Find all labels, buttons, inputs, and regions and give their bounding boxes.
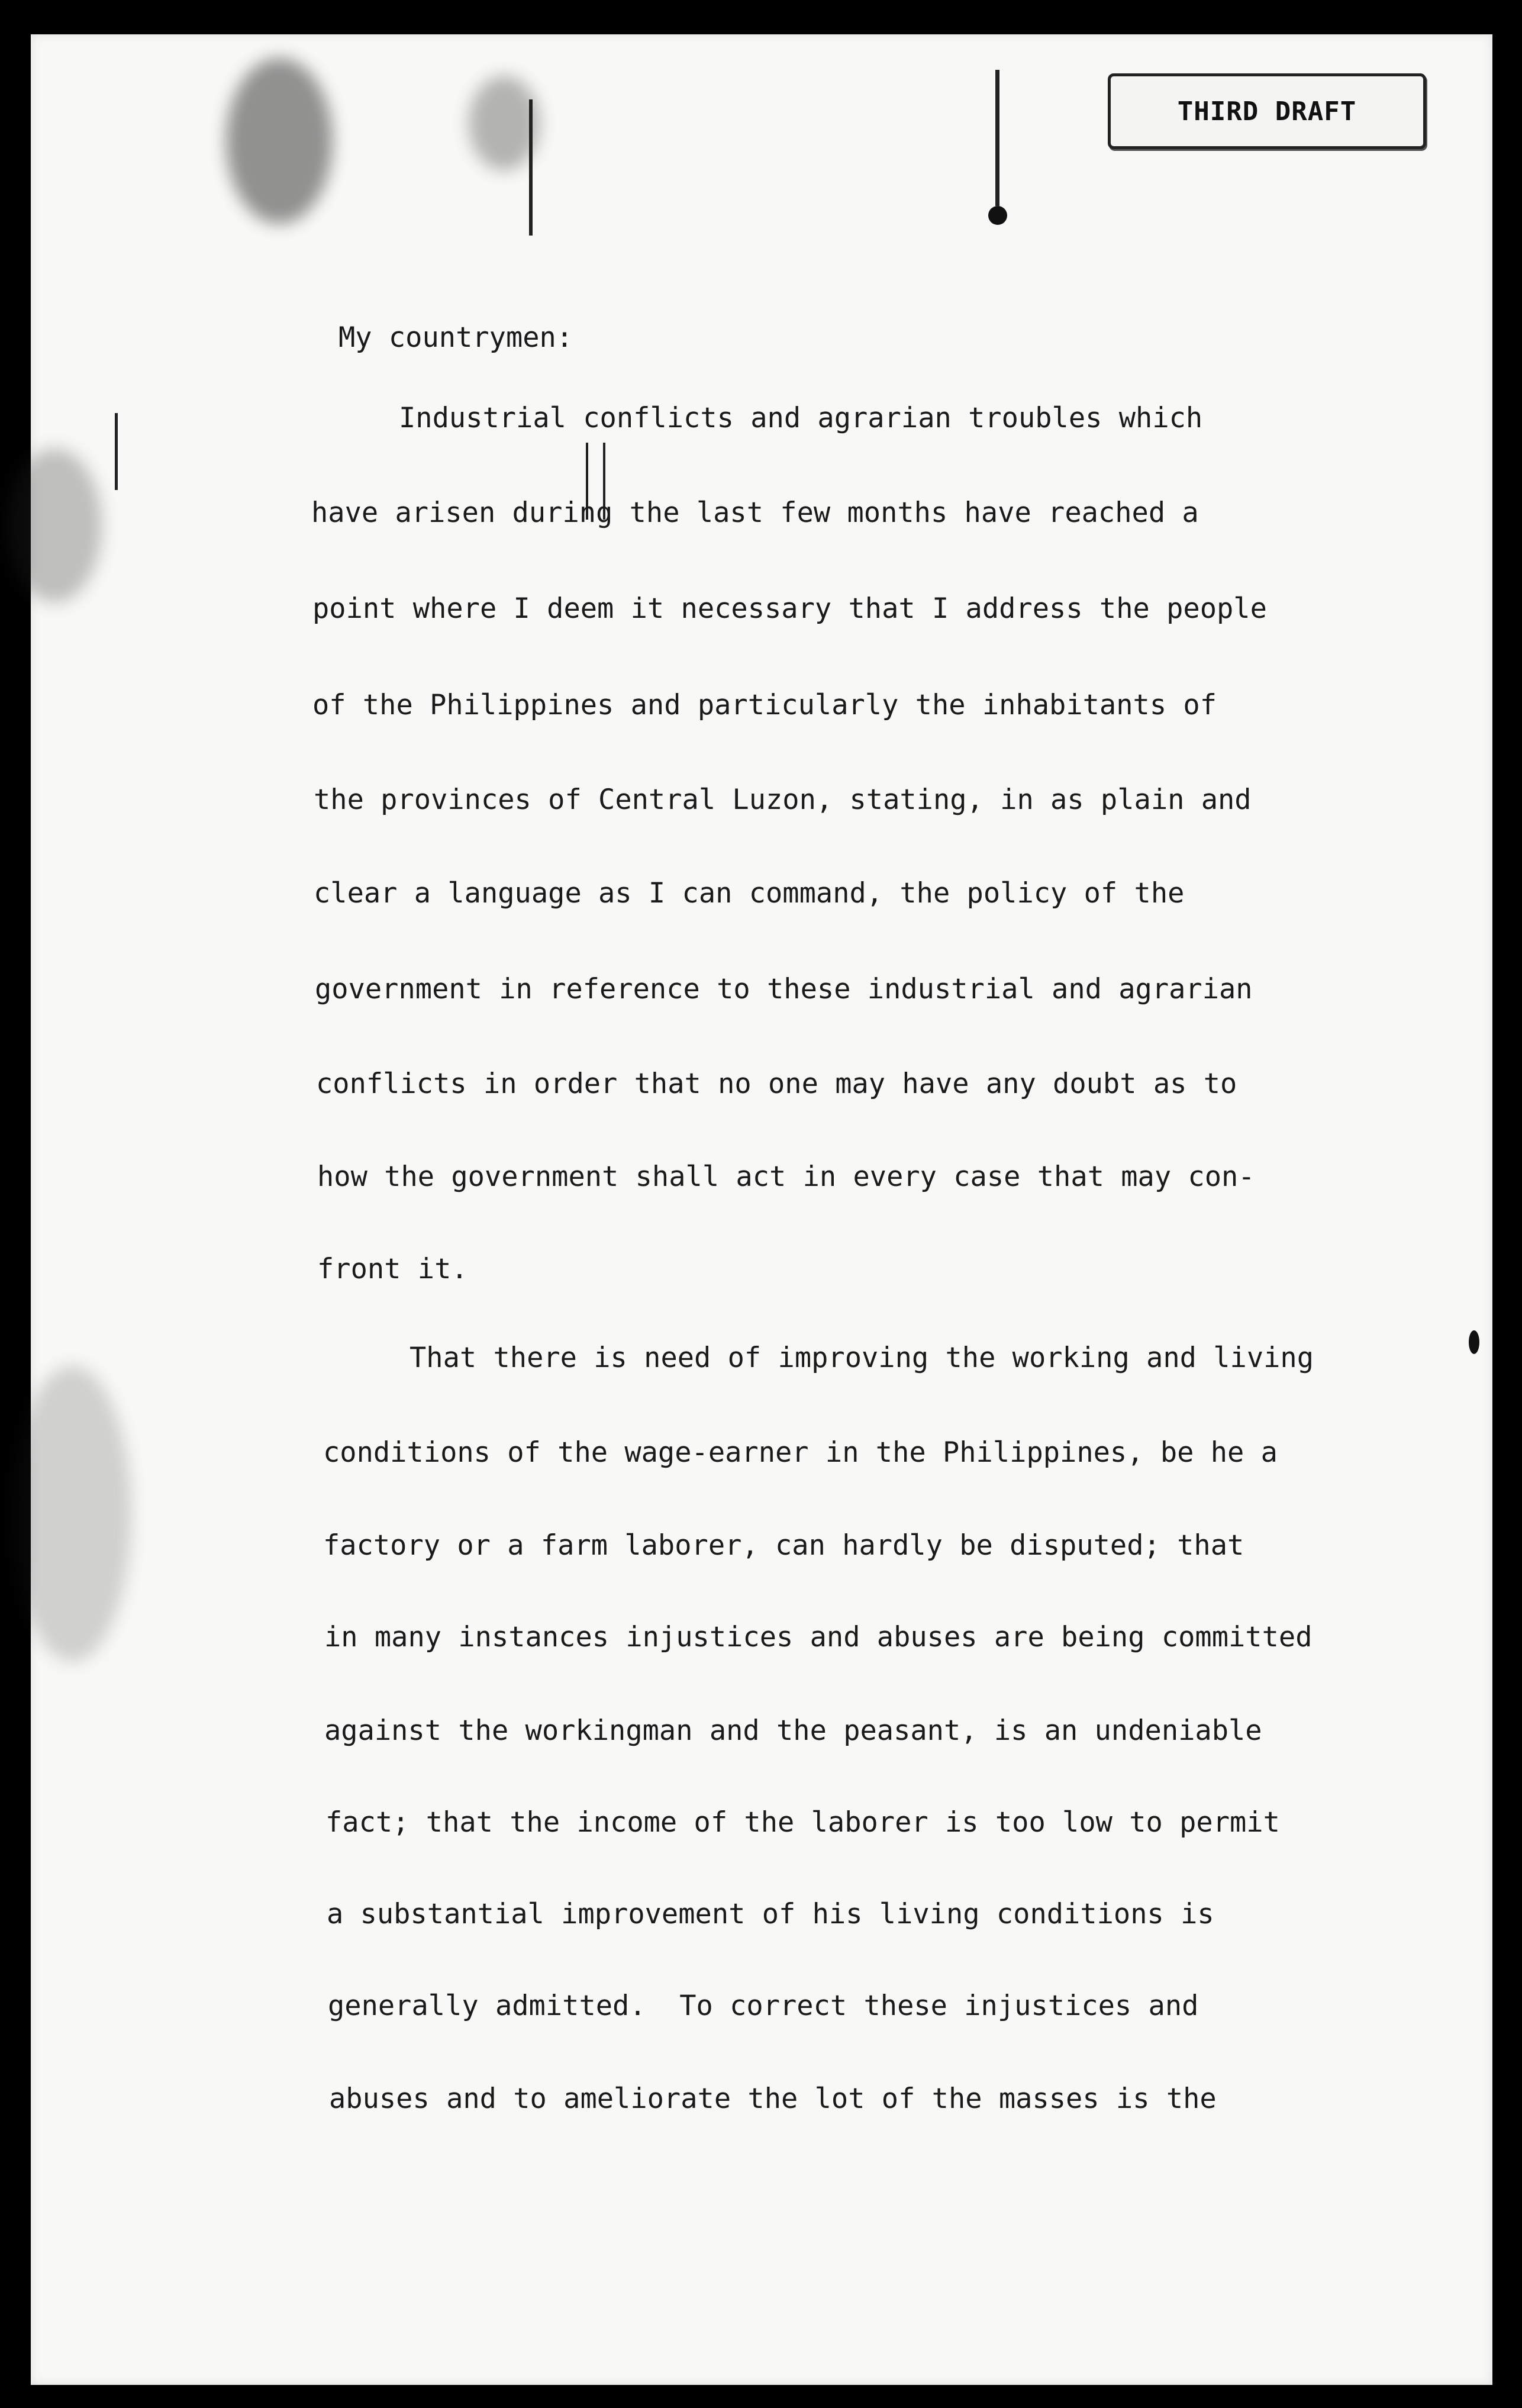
ink-smudge [7, 449, 102, 602]
draft-stamp [1108, 73, 1426, 149]
paragraph-1-line: of the Philippines and particularly the inhabitants of [312, 689, 1217, 721]
ink-smudge [13, 1366, 131, 1662]
margin-mark [529, 99, 533, 236]
paragraph-1-line: the provinces of Central Luzon, stating, in as plain and [314, 784, 1252, 816]
draft-stamp-label: THIRD DRAFT [1177, 96, 1357, 127]
paragraph-2-line: conditions of the wage-earner in the Philippines, be he a [323, 1436, 1278, 1469]
paragraph-1-line: how the government shall act in every case that may con- [317, 1161, 1255, 1193]
paragraph-1-line: have arisen during the last few months have reached a [311, 497, 1199, 529]
ink-dot [988, 206, 1007, 225]
paragraph-2-line: against the workingman and the peasant, is an undeniable [324, 1714, 1262, 1747]
ink-dot [1469, 1330, 1479, 1354]
margin-mark [995, 70, 999, 206]
document-page [31, 34, 1492, 2385]
paragraph-2-line: a substantial improvement of his living conditions is [327, 1898, 1214, 1930]
paragraph-1-line: government in reference to these industrial and agrarian [315, 973, 1253, 1005]
paragraph-2-line: fact; that the income of the laborer is too low to permit [325, 1806, 1280, 1839]
salutation: My countrymen: [338, 321, 573, 354]
margin-mark [115, 413, 118, 490]
paragraph-1-line: Industrial conflicts and agrarian troubles which [399, 402, 1203, 434]
paragraph-2-line: generally admitted. To correct these injustices and [328, 1990, 1199, 2022]
paragraph-2-line: abuses and to ameliorate the lot of the masses is the [329, 2083, 1217, 2115]
ink-smudge [226, 58, 333, 224]
paragraph-1-line: front it. [317, 1253, 468, 1285]
paragraph-1-line: clear a language as I can command, the policy of the [314, 877, 1185, 910]
paragraph-2-line: in many instances injustices and abuses are being committed [324, 1621, 1313, 1653]
paragraph-1-line: point where I deem it necessary that I address the people [312, 592, 1267, 625]
paragraph-2-line: That there is need of improving the working and living [409, 1342, 1314, 1374]
paragraph-2-line: factory or a farm laborer, can hardly be disputed; that [323, 1529, 1244, 1562]
paragraph-1-line: conflicts in order that no one may have any doubt as to [316, 1068, 1237, 1100]
